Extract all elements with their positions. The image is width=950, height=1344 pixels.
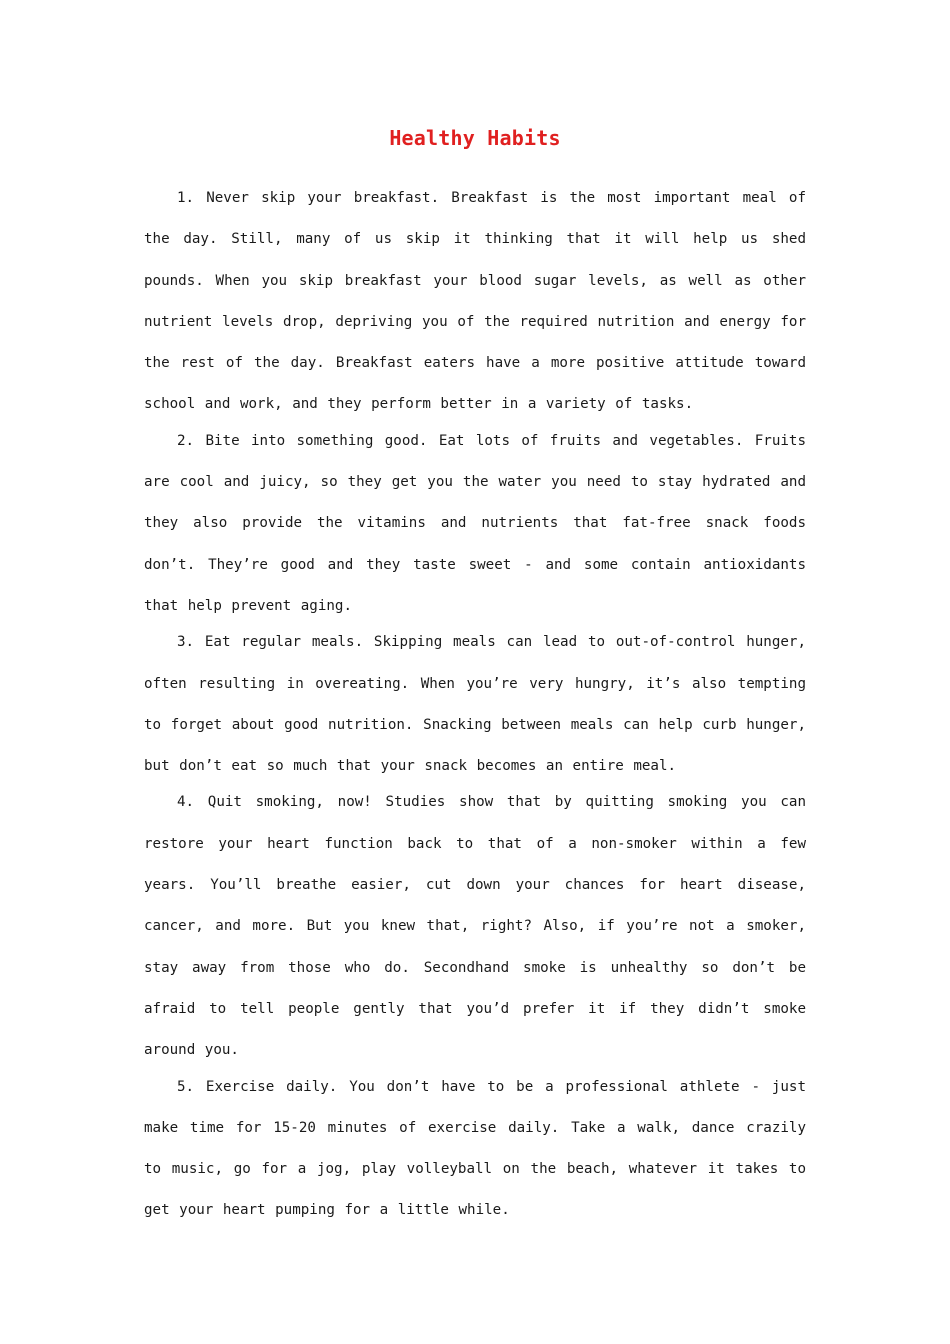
paragraph-regular-meals: 3. Eat regular meals. Skipping meals can lead to out-of-control hunger, often resulting in overeating. When you’re very hungry, it’s also tempting to forget about good nutrition. Snacking between meals can help curb hunger, but don’t eat so much that your snack becomes an entire meal. bbox=[144, 634, 806, 775]
paragraph-quit-smoking: 4. Quit smoking, now! Studies show that by quitting smoking you can restore your heart function back to that of a non-smoker within a few years. You’ll breathe easier, cut down your chances for heart disease, cancer, and more. But you knew that, right? Also, if you’re not a smoker, stay away from those who do. Secondhand smoke is unhealthy so don’t be afraid to tell people gently that you’d prefer it if they didn’t smoke around you. bbox=[144, 794, 806, 1059]
document-title: Healthy Habits bbox=[389, 126, 561, 150]
paragraph-fruits: 2. Bite into something good. Eat lots of fruits and vegetables. Fruits are cool and juicy, so they get you the water you need to stay hydrated and they also provide the vitamins and nutrients that fat-free snack foods don’t. They’re good and they taste sweet - and some contain antioxidants that help prevent aging. bbox=[144, 432, 806, 614]
paragraph-breakfast: 1. Never skip your breakfast. Breakfast is the most important meal of the day. Still, many of us skip it thinking that it will help us shed pounds. When you skip breakfast your blood sugar levels, as well as other nutrient levels drop, depriving you of the required nutrition and energy for the rest of the day. Breakfast eaters have a more positive attitude toward school and work, and they perform better in a variety of tasks. bbox=[144, 190, 806, 413]
paragraph-exercise: 5. Exercise daily. You don’t have to be a professional athlete - just make time for 15-20 minutes of exercise daily. Take a walk, dance crazily to music, go for a jog, play volleyball on the beach, whatever it takes to get your heart pumping for a little while. bbox=[144, 1078, 806, 1219]
document-page bbox=[144, 118, 806, 1232]
